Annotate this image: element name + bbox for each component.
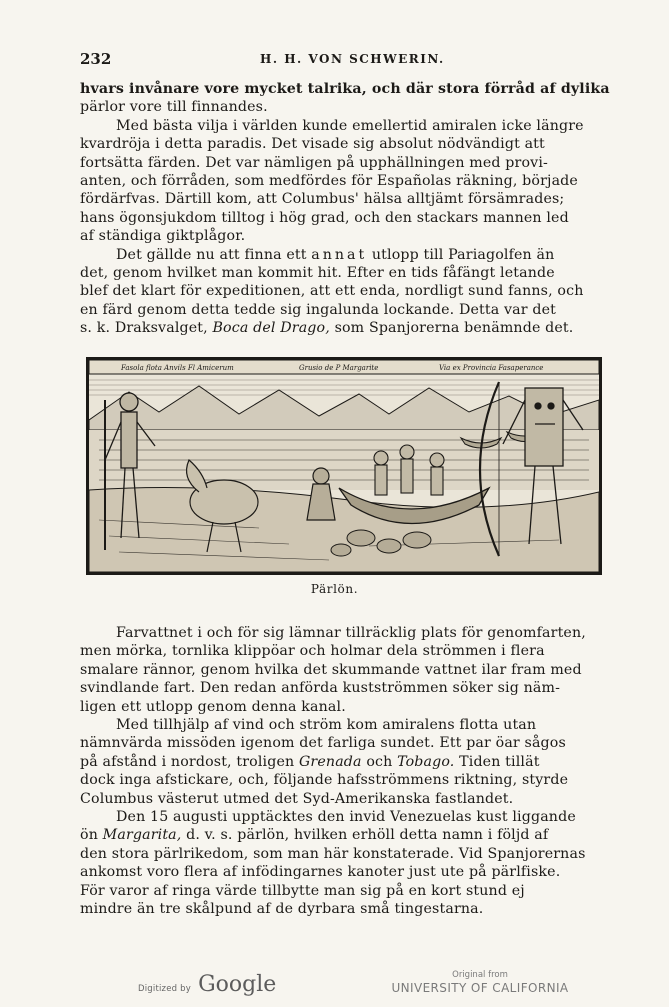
text-line: det, genom hvilket man kommit hit. Efter en tids fåfängt letande xyxy=(80,265,555,282)
text-run: och xyxy=(366,753,393,770)
mountain-range xyxy=(89,386,599,430)
text-run: s. k. Draksvalget, xyxy=(80,320,208,337)
text-line: hvars invånare vore mycket talrika, och där stora förråd af dylika xyxy=(80,81,610,97)
text-line xyxy=(80,319,600,337)
text-line: fortsätta färden. Det var nämligen på upphällningen med provi- xyxy=(80,154,548,171)
text-run: utlopp till Pariagolfen än xyxy=(371,246,555,263)
text-line: svindlande fart. Den redan anförda kustströmmen söker sig näm- xyxy=(80,680,561,697)
text-line: hans ögonsjukdom tilltog i hög grad, och den stackars mannen led xyxy=(80,209,569,226)
text-line: För varor af ringa värde tillbytte man sig på en kort stund ej xyxy=(80,882,525,899)
text-run: Tiden tillät xyxy=(459,753,540,770)
text-line: blef det klart för expeditionen, att ett enda, nordligt sund fanns, och xyxy=(80,283,584,300)
engraving-drawing xyxy=(89,360,599,572)
italic-name: Margarita, xyxy=(102,827,182,844)
text-run: ön xyxy=(80,827,98,844)
original-from-label: Original from xyxy=(452,970,508,980)
text-run: som Spanjorerna benämnde det. xyxy=(334,320,574,337)
text-line: kvardröja i detta paradis. Det visade sig absolut nödvändigt att xyxy=(80,136,545,153)
text-line: Columbus västerut utmed det Syd-Amerikanska fastlandet. xyxy=(80,790,514,807)
text-line: men mörka, tornlika klippöar och holmar dela strömmen i flera xyxy=(80,643,545,660)
banner-label: Fasola flota Anvils Fl Amicerum xyxy=(121,364,234,372)
text-line: nämnvärda missöden igenom det farliga sundet. Ett par öar sågos xyxy=(80,735,566,752)
text-line: dock inga afstickare, och, följande hafsströmmens riktning, styrde xyxy=(80,772,569,789)
shore-ground xyxy=(89,488,599,572)
engraving-illustration xyxy=(86,357,602,575)
text-line: anten, och förråden, som medfördes för Españolas räkning, började xyxy=(80,173,578,190)
digitized-by-label: Digitized by xyxy=(138,984,191,994)
text-line: Med bästa vilja i världen kunde emellertid amiralen icke längre xyxy=(116,117,584,134)
text-run: Det gällde nu att finna ett xyxy=(116,246,307,263)
text-line: Farvattnet i och för sig lämnar tillräcklig plats för genomfarten, xyxy=(116,625,586,641)
text-line: af ständiga giktplågor. xyxy=(80,228,246,245)
page-number: 232 xyxy=(80,50,112,68)
running-title: H. H. VON SCHWERIN. xyxy=(260,52,445,66)
text-run: d. v. s. pärlön, hvilken erhöll detta namn i följd af xyxy=(186,827,549,844)
sky-hatching xyxy=(89,380,599,395)
text-line: Den 15 augusti upptäcktes den invid Venezuelas kust liggande xyxy=(116,809,576,826)
text-line xyxy=(80,753,600,771)
text-block-bottom xyxy=(80,624,600,919)
text-block-top xyxy=(80,80,610,338)
university-label: UNIVERSITY OF CALIFORNIA xyxy=(391,981,569,995)
google-logo: Google xyxy=(198,972,277,997)
running-head xyxy=(80,50,600,70)
text-line: mindre än tre skålpund af de dyrbara små tingestarna. xyxy=(80,901,484,918)
figure-caption: Pärlön. xyxy=(310,582,359,596)
text-line: fördärfvas. Därtill kom, att Columbus' hälsa alltjämt försämrades; xyxy=(80,191,565,208)
italic-name: Grenada xyxy=(298,753,362,770)
original-from-mark xyxy=(380,970,580,995)
banner-label: Grusio de P Margarite xyxy=(299,364,379,372)
text-line: en färd genom detta tedde sig ingalunda lockande. Detta var det xyxy=(80,301,557,318)
text-line xyxy=(80,246,600,264)
text-line: pärlor vore till finnandes. xyxy=(80,99,268,116)
italic-name: Tobago. xyxy=(397,753,455,770)
digitized-by-google-mark xyxy=(138,972,276,997)
text-run: på afstånd i nordost, troligen xyxy=(80,753,295,770)
text-line: Med tillhjälp af vind och ström kom amiralens flotta utan xyxy=(116,717,537,734)
text-line: den stora pärlrikedom, som man här konstaterade. Vid Spanjorernas xyxy=(80,845,586,862)
text-line: smalare rännor, genom hvilka det skummande vattnet ilar fram med xyxy=(80,661,582,678)
italic-name: Boca del Drago, xyxy=(212,320,330,337)
spaced-word: annat xyxy=(311,246,368,263)
text-line: ligen ett utlopp genom denna kanal. xyxy=(80,698,346,715)
text-line xyxy=(80,826,600,844)
text-line: ankomst voro flera af infödingarnes kanoter just ute på pärlfiske. xyxy=(80,864,561,881)
banner-label: Via ex Provincia Fasaperance xyxy=(439,364,544,372)
